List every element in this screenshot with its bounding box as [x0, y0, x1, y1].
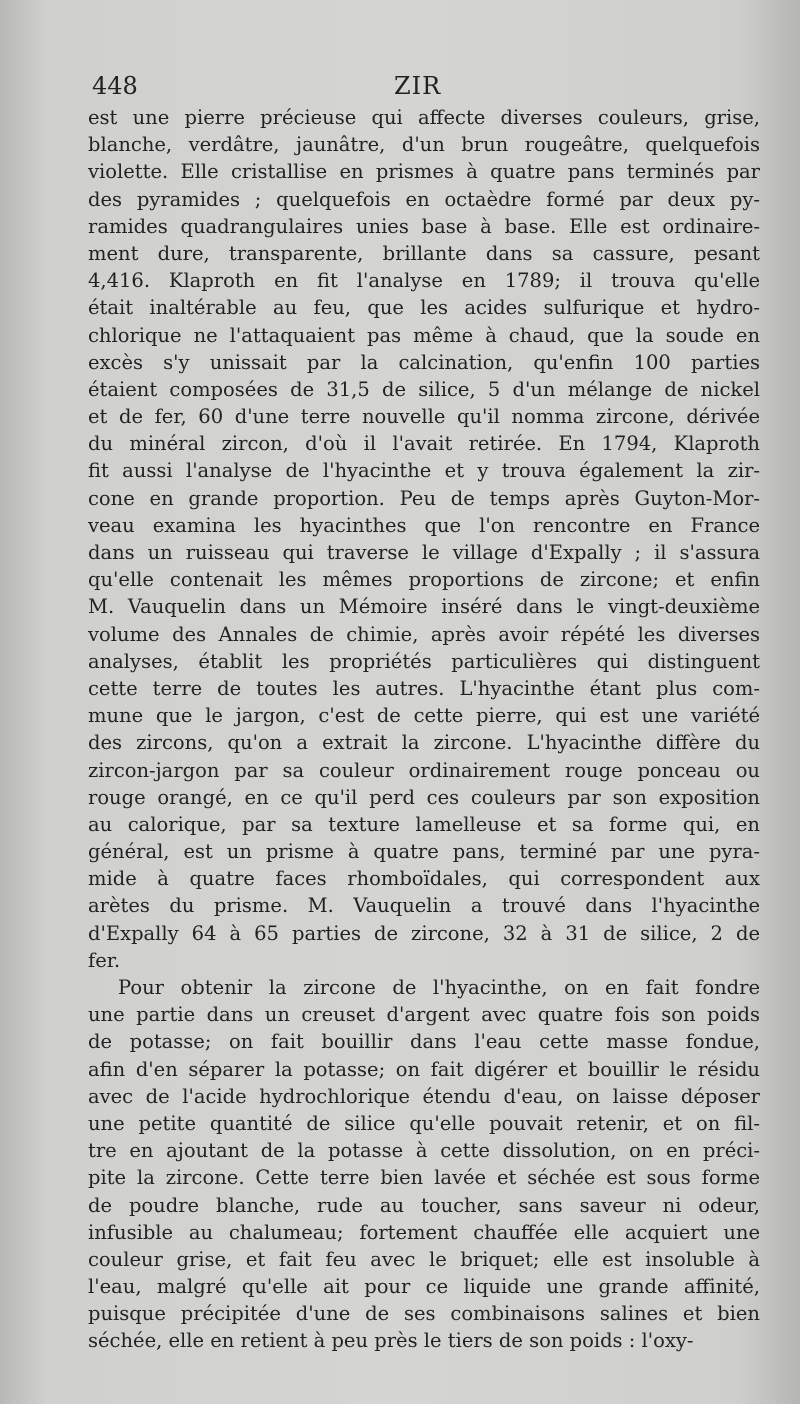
text-line: couleur grise, et fait feu avec le briquet; elle est insoluble à: [88, 1247, 760, 1271]
text-line: ment dure, transparente, brillante dans sa cassure, pesant: [88, 241, 760, 265]
text-line: qu'elle contenait les mêmes proportions de zircone; et enfin: [88, 568, 760, 592]
text-line: une partie dans un creuset d'argent avec quatre fois son poids: [88, 1003, 760, 1027]
text-line: cone en grande proportion. Peu de temps après Guyton-Mor-: [88, 486, 760, 510]
text-line: mune que le jargon, c'est de cette pierre, qui est une variété: [88, 704, 760, 728]
text-line: infusible au chalumeau; fortement chauffée elle acquiert une: [88, 1220, 760, 1244]
text-line: de poudre blanche, rude au toucher, sans saveur ni odeur,: [88, 1193, 760, 1217]
text-line: étaient composées de 31,5 de silice, 5 d'un mélange de nickel: [88, 377, 760, 401]
text-line: général, est un prisme à quatre pans, terminé par une pyra-: [88, 840, 760, 864]
text-line: 4,416. Klaproth en fit l'analyse en 1789; il trouva qu'elle: [88, 269, 760, 293]
text-line: l'eau, malgré qu'elle ait pour ce liquide une grande affinité,: [88, 1275, 760, 1299]
text-line: arètes du prisme. M. Vauquelin a trouvé dans l'hyacinthe: [88, 894, 760, 918]
text-line: rouge orangé, en ce qu'il perd ces couleurs par son exposition: [88, 785, 760, 809]
text-line: une petite quantité de silice qu'elle pouvait retenir, et on fil-: [88, 1111, 760, 1135]
text-line: analyses, établit les propriétés particulières qui distinguent: [88, 649, 760, 673]
text-line: Pour obtenir la zircone de l'hyacinthe, on en fait fondre: [118, 976, 760, 999]
body-text: [88, 104, 760, 1355]
text-line: excès s'y unissait par la calcination, qu'enfin 100 parties: [88, 350, 760, 374]
text-line: blanche, verdâtre, jaunâtre, d'un brun rougeâtre, quelquefois: [88, 133, 760, 157]
text-line: afin d'en séparer la potasse; on fait digérer et bouillir le résidu: [88, 1057, 760, 1081]
text-line: tre en ajoutant de la potasse à cette dissolution, on en préci-: [88, 1139, 760, 1163]
text-line: cette terre de toutes les autres. L'hyacinthe étant plus com-: [88, 676, 760, 700]
text-line: zircon-jargon par sa couleur ordinairement rouge ponceau ou: [88, 758, 760, 782]
text-line: avec de l'acide hydrochlorique étendu d'eau, on laisse déposer: [88, 1084, 760, 1108]
text-line: chlorique ne l'attaquaient pas même à chaud, que la soude en: [88, 323, 760, 347]
text-line: au calorique, par sa texture lamelleuse et sa forme qui, en: [88, 812, 760, 836]
paragraph: [88, 974, 760, 1355]
text-line: ramides quadrangulaires unies base à base. Elle est ordinaire-: [88, 214, 760, 238]
text-line: violette. Elle cristallise en prismes à quatre pans terminés par: [88, 160, 760, 184]
text-line: de potasse; on fait bouillir dans l'eau cette masse fondue,: [88, 1030, 760, 1054]
text-line: mide à quatre faces rhomboïdales, qui correspondent aux: [88, 867, 760, 891]
text-line: du minéral zircon, d'où il l'avait retirée. En 1794, Klaproth: [88, 432, 760, 456]
text-line: des pyramides ; quelquefois en octaèdre formé par deux py-: [88, 187, 760, 211]
text-line: d'Expally 64 à 65 parties de zircone, 32 à 31 de silice, 2 de: [88, 921, 760, 945]
text-line: séchée, elle en retient à peu près le tiers de son poids : l'oxy-: [88, 1329, 694, 1353]
text-line: pite la zircone. Cette terre bien lavée et séchée est sous forme: [88, 1166, 760, 1190]
text-line: M. Vauquelin dans un Mémoire inséré dans le vingt-deuxième: [88, 595, 760, 619]
text-line: était inaltérable au feu, que les acides sulfurique et hydro-: [88, 296, 760, 320]
page-header: [88, 72, 760, 104]
text-line: puisque précipitée d'une de ses combinaisons salines et bien: [88, 1302, 760, 1326]
text-line: est une pierre précieuse qui affecte diverses couleurs, grise,: [88, 106, 760, 129]
text-line: et de fer, 60 d'une terre nouvelle qu'il nomma zircone, dérivée: [88, 405, 760, 429]
text-line: fit aussi l'analyse de l'hyacinthe et y trouva également la zir-: [88, 459, 760, 483]
text-line: veau examina les hyacinthes que l'on rencontre en France: [88, 513, 760, 537]
paragraph: [88, 104, 760, 974]
text-line: des zircons, qu'on a extrait la zircone. L'hyacinthe diffère du: [88, 731, 760, 755]
running-head: ZIR: [394, 72, 442, 100]
text-line: volume des Annales de chimie, après avoir répété les diverses: [88, 622, 760, 646]
text-line: fer.: [88, 948, 121, 972]
text-line: dans un ruisseau qui traverse le village d'Expally ; il s'assura: [88, 541, 760, 564]
page-number: 448: [92, 72, 138, 100]
